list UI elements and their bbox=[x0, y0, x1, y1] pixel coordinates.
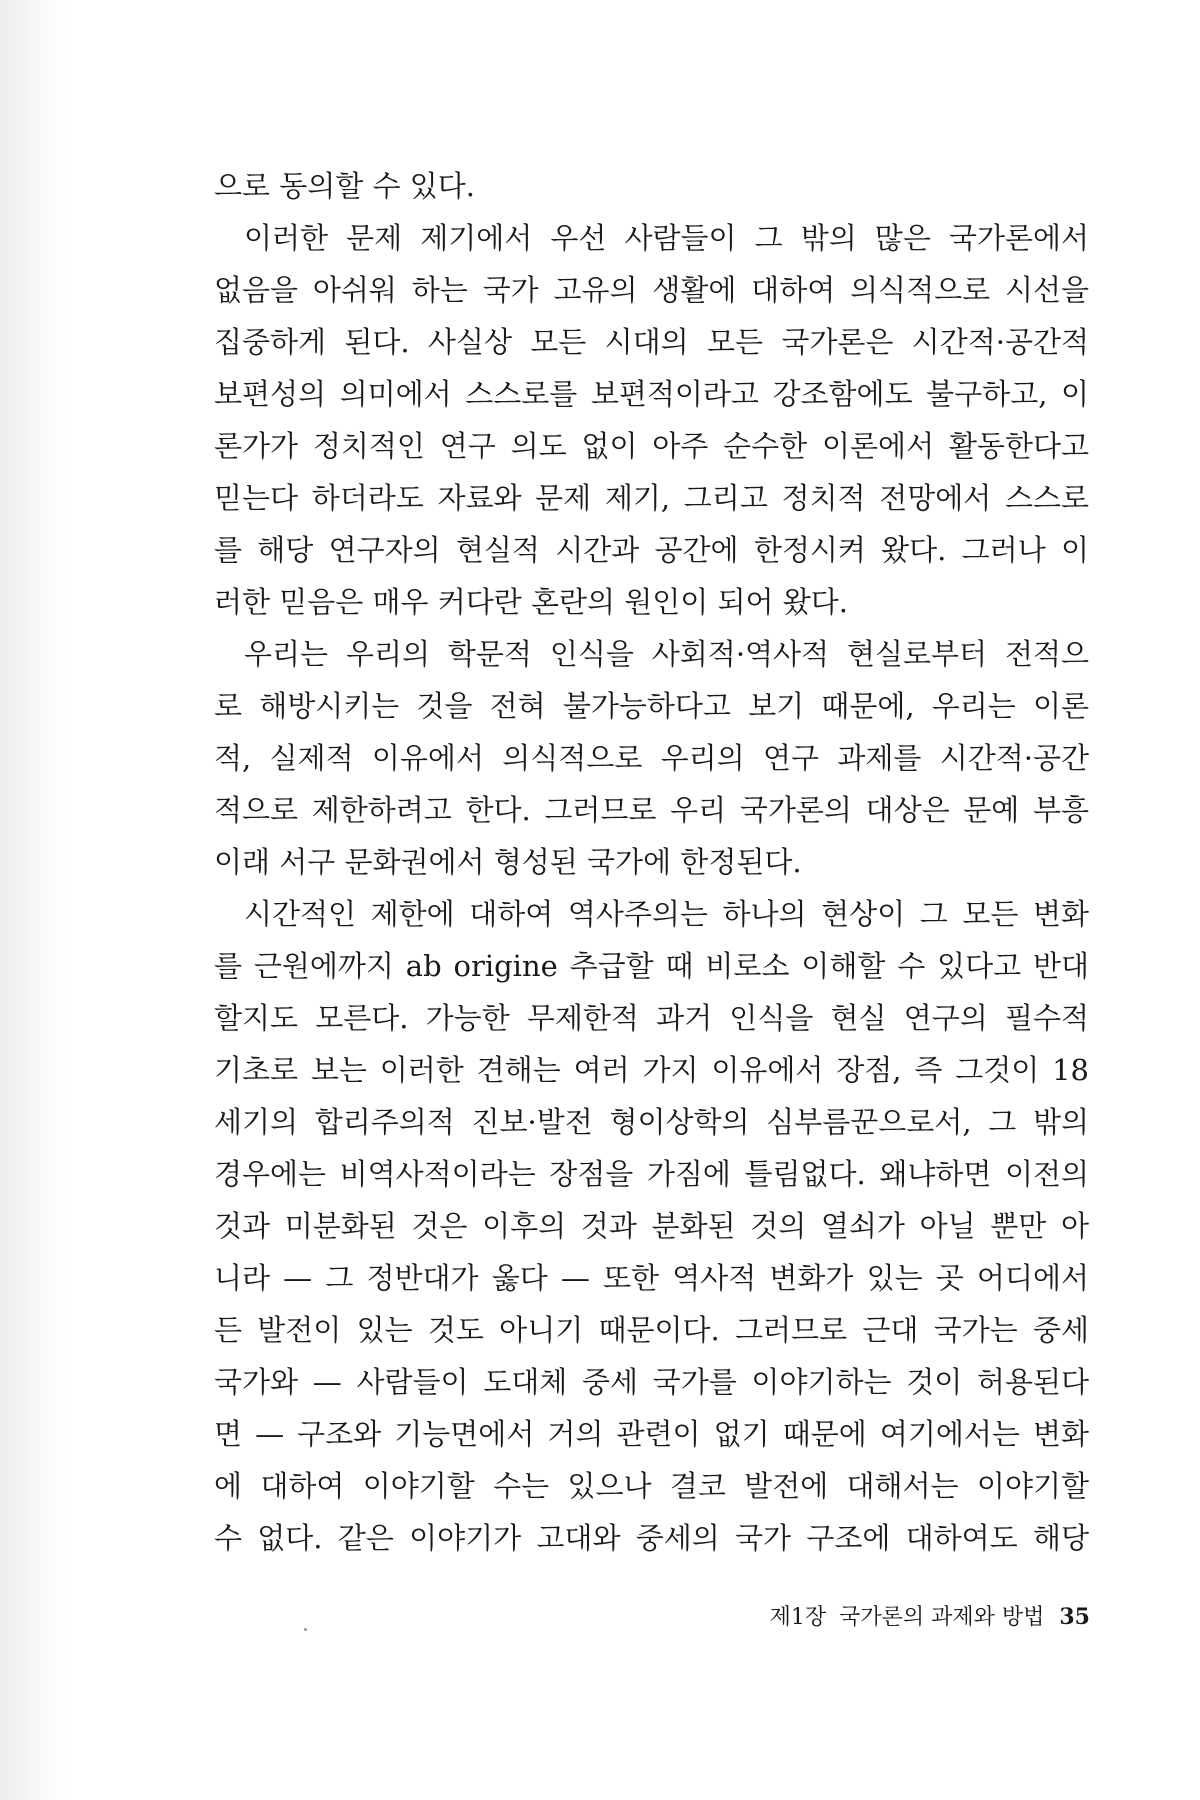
text-line: 국가와 — 사람들이 도대체 중세 국가를 이야기하는 것이 허용된다 bbox=[214, 1365, 1089, 1399]
text-line: 시간적인 제한에 대하여 역사주의는 하나의 현상이 그 모든 변화 bbox=[244, 897, 1089, 931]
page-number: 35 bbox=[1059, 1604, 1090, 1630]
running-footer bbox=[640, 1600, 1090, 1631]
text-line: 우리는 우리의 학문적 인식을 사회적·역사적 현실로부터 전적으 bbox=[244, 637, 1089, 671]
text-line: 든 발전이 있는 것도 아니기 때문이다. 그러므로 근대 국가는 중세 bbox=[214, 1313, 1089, 1347]
text-line: 믿는다 하더라도 자료와 문제 제기, 그리고 정치적 전망에서 스스로 bbox=[214, 481, 1089, 515]
text-line: 면 — 구조와 기능면에서 거의 관련이 없기 때문에 여기에서는 변화 bbox=[214, 1417, 1089, 1451]
text-line: 적으로 제한하려고 한다. 그러므로 우리 국가론의 대상은 문예 부흥 bbox=[214, 793, 1089, 827]
text-line: 니라 — 그 정반대가 옳다 — 또한 역사적 변화가 있는 곳 어디에서 bbox=[214, 1261, 1089, 1295]
text-line: 없음을 아쉬워 하는 국가 고유의 생활에 대하여 의식적으로 시선을 bbox=[214, 273, 1089, 307]
text-line: 할지도 모른다. 가능한 무제한적 과거 인식을 현실 연구의 필수적 bbox=[214, 1001, 1089, 1035]
text-line: 으로 동의할 수 있다. bbox=[214, 169, 475, 203]
text-line: 기초로 보는 이러한 견해는 여러 가지 이유에서 장점, 즉 그것이 18 bbox=[214, 1053, 1089, 1087]
text-line: 보편성의 의미에서 스스로를 보편적이라고 강조함에도 불구하고, 이 bbox=[214, 377, 1089, 411]
text-line: 러한 믿음은 매우 커다란 혼란의 원인이 되어 왔다. bbox=[214, 585, 849, 619]
scan-speck bbox=[304, 1628, 307, 1631]
text-line: 이러한 문제 제기에서 우선 사람들이 그 밖의 많은 국가론에서 bbox=[244, 221, 1089, 255]
text-line: 론가가 정치적인 연구 의도 없이 아주 순수한 이론에서 활동한다고 bbox=[214, 429, 1089, 463]
text-line: 집중하게 된다. 사실상 모든 시대의 모든 국가론은 시간적·공간적 bbox=[214, 325, 1089, 359]
text-line: 에 대하여 이야기할 수는 있으나 결코 발전에 대해서는 이야기할 bbox=[214, 1469, 1089, 1503]
text-line: 적, 실제적 이유에서 의식적으로 우리의 연구 과제를 시간적·공간 bbox=[214, 741, 1089, 775]
text-line: 것과 미분화된 것은 이후의 것과 분화된 것의 열쇠가 아닐 뿐만 아 bbox=[214, 1209, 1089, 1243]
text-line: 세기의 합리주의적 진보·발전 형이상학의 심부름꾼으로서, 그 밖의 bbox=[214, 1105, 1089, 1139]
body-text bbox=[214, 160, 1089, 1564]
text-line: 경우에는 비역사적이라는 장점을 가짐에 틀림없다. 왜냐하면 이전의 bbox=[214, 1157, 1089, 1191]
page-edge-shadow bbox=[0, 0, 70, 1800]
footer-chapter-title: 국가론의 과제와 방법 bbox=[839, 1605, 1045, 1630]
text-line: 이래 서구 문화권에서 형성된 국가에 한정된다. bbox=[214, 845, 802, 879]
text-line: 를 근원에까지 ab origine 추급할 때 비로소 이해할 수 있다고 반대 bbox=[214, 949, 1089, 983]
text-line: 수 없다. 같은 이야기가 고대와 중세의 국가 구조에 대하여도 해당 bbox=[214, 1521, 1089, 1555]
text-line: 로 해방시키는 것을 전혀 불가능하다고 보기 때문에, 우리는 이론 bbox=[214, 689, 1089, 723]
text-line: 를 해당 연구자의 현실적 시간과 공간에 한정시켜 왔다. 그러나 이 bbox=[214, 533, 1089, 567]
footer-chapter: 제1장 bbox=[769, 1605, 827, 1630]
